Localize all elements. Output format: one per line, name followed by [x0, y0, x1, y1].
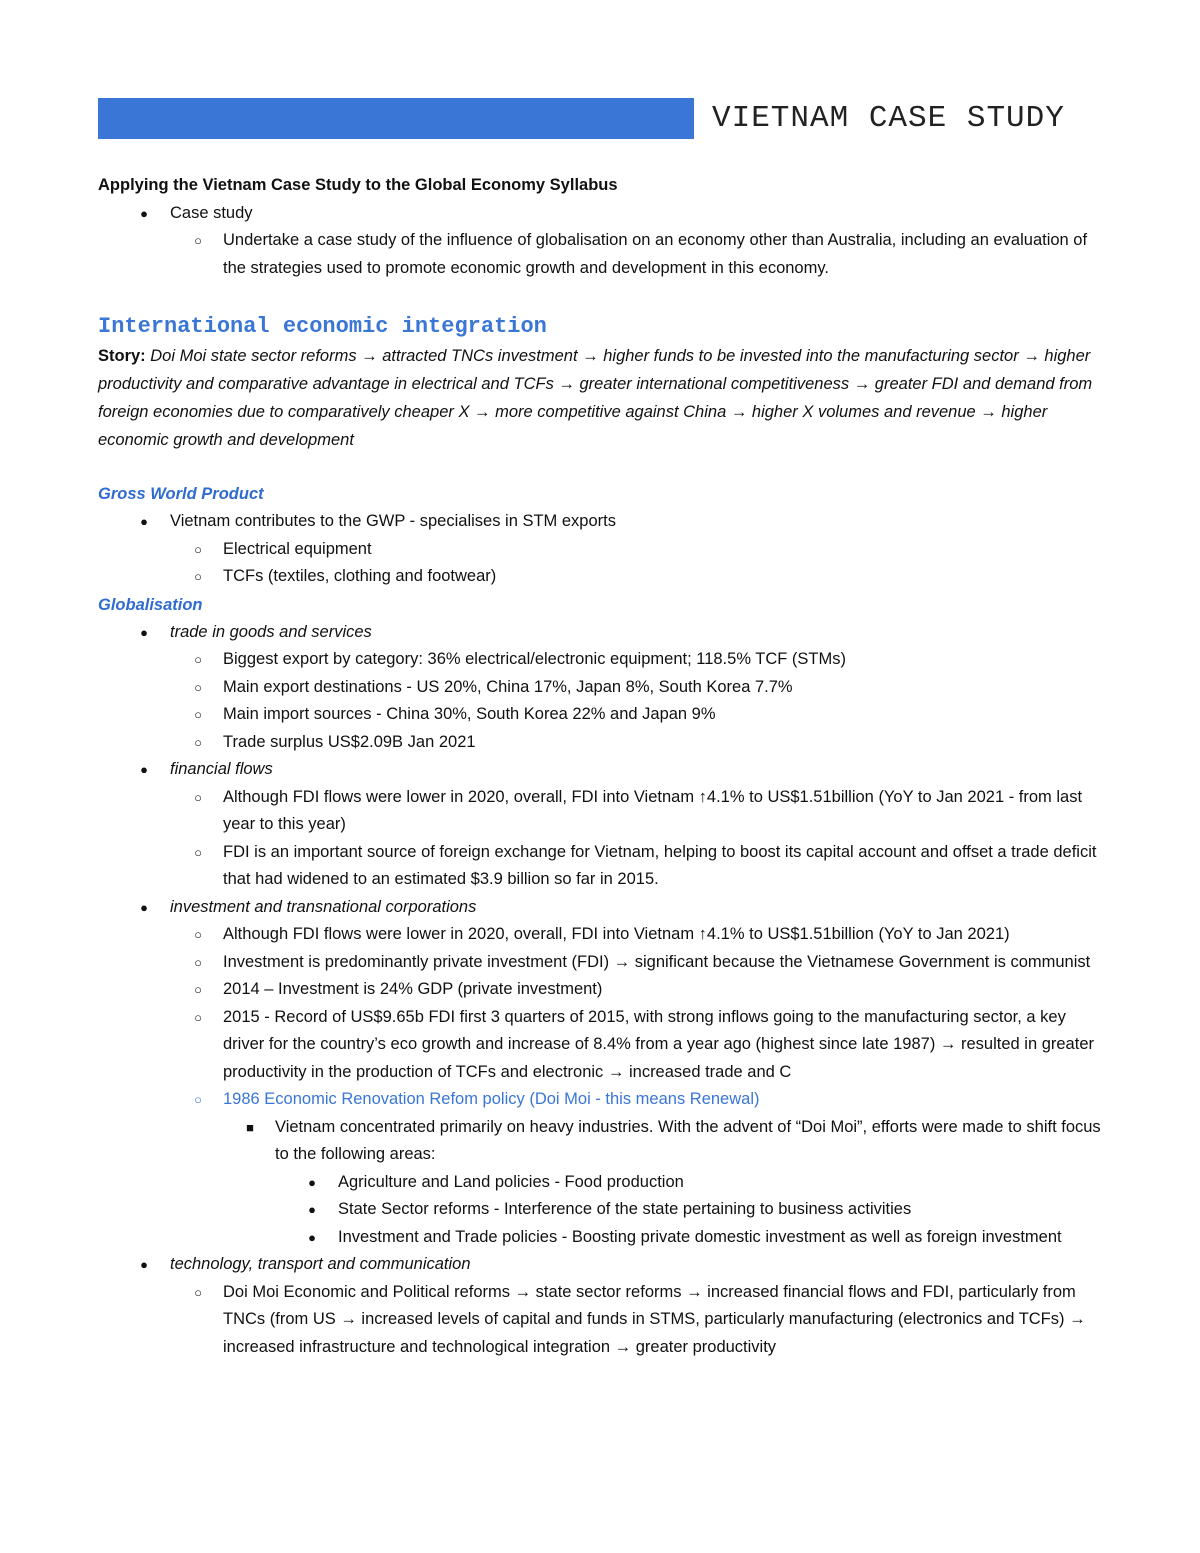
bullet-icon: ●: [140, 1257, 148, 1272]
circle-bullet-icon: ○: [194, 541, 202, 557]
subheading-globalisation: Globalisation: [98, 595, 203, 614]
list-item: ○ FDI is an important source of foreign exchange for Vietnam, helping to boost its capital account and offset a trade deficit that had widened to an estimated $3.9 billion so far in 2015.: [98, 839, 1102, 894]
bullet-icon: ●: [308, 1202, 316, 1217]
list-item: ● Vietnam contributes to the GWP - specialises in STM exports: [98, 508, 1102, 536]
list-item: ● investment and transnational corporations: [98, 894, 1102, 922]
header-bar: [98, 98, 694, 139]
square-bullet-icon: ■: [246, 1119, 254, 1135]
bullet-icon: ●: [140, 624, 148, 640]
list-item: ○ Main import sources - China 30%, South Korea 22% and Japan 9%: [98, 701, 1102, 729]
list-item: ● financial flows: [98, 756, 1102, 784]
circle-bullet-icon: ○: [194, 982, 202, 997]
list-item: ● trade in goods and services: [98, 619, 1102, 647]
list-item: ○ Undertake a case study of the influence of globalisation on an economy other than Australia, including an evaluation of the strategies used to promote economic growth and development in this economy.: [98, 227, 1102, 282]
list-item: ○ 2014 – Investment is 24% GDP (private investment): [98, 976, 1102, 1004]
section-heading: International economic integration: [98, 314, 547, 339]
circle-bullet-icon: ○: [194, 954, 202, 970]
circle-bullet-icon: ○: [194, 1284, 202, 1300]
bullet-icon: ●: [308, 1229, 316, 1245]
document-body: [98, 172, 1102, 1361]
list-item: ● Agriculture and Land policies - Food production: [98, 1169, 1102, 1197]
circle-bullet-icon: ○: [194, 707, 202, 722]
document-title: VIETNAM CASE STUDY: [712, 101, 1065, 136]
list-item: ○ Main export destinations - US 20%, China 17%, Japan 8%, South Korea 7.7%: [98, 674, 1102, 702]
list-item: ○ Trade surplus US$2.09B Jan 2021: [98, 729, 1102, 757]
circle-bullet-icon: ○: [194, 679, 202, 695]
list-item: ○ TCFs (textiles, clothing and footwear): [98, 563, 1102, 591]
list-item: ● Investment and Trade policies - Boosting private domestic investment as well as foreign investment: [98, 1224, 1102, 1252]
subheading-gwp: Gross World Product: [98, 485, 264, 503]
gwp-list: [98, 508, 1102, 591]
bullet-icon: ●: [140, 205, 148, 221]
syllabus-title: Applying the Vietnam Case Study to the Global Economy Syllabus: [98, 176, 618, 194]
list-item: ○ Electrical equipment: [98, 536, 1102, 564]
list-item: ○ 2015 - Record of US$9.65b FDI first 3 quarters of 2015, with strong inflows going to the manufacturing sector, a key driver for the country’s eco growth and increase of 8.4% from a year ago (highest since late 1987) → resulted in greater productivity in the production of TCFs and electronic → increased trade and C: [98, 1004, 1102, 1087]
bullet-icon: ●: [308, 1174, 316, 1190]
circle-bullet-icon: ○: [194, 844, 202, 860]
circle-bullet-icon: ○: [194, 927, 202, 942]
circle-bullet-icon: ○: [194, 233, 202, 248]
bullet-icon: ●: [140, 514, 148, 529]
list-item: ● Case study: [98, 200, 1102, 228]
list-item: ○ Investment is predominantly private investment (FDI) → significant because the Vietnamese Government is communist: [98, 949, 1102, 977]
bullet-icon: ●: [140, 899, 148, 915]
circle-bullet-icon: ○: [194, 569, 202, 584]
circle-bullet-icon: ○: [194, 652, 202, 667]
globalisation-list: [98, 619, 1102, 1362]
circle-bullet-icon: ○: [194, 1009, 202, 1025]
circle-bullet-icon: ○: [194, 1092, 202, 1107]
story-paragraph: Story: Doi Moi state sector reforms → attracted TNCs investment → higher funds to be invested into the manufacturing sector → higher productivity and comparative advantage in electrical and TCFs → greater international competitiveness → greater FDI and demand from foreign economies due to comparatively cheaper X → more competitive against China → higher X volumes and revenue → higher economic growth and development: [98, 347, 1093, 449]
list-item: ● State Sector reforms - Interference of the state pertaining to business activities: [98, 1196, 1102, 1224]
list-item: ● technology, transport and communication: [98, 1251, 1102, 1279]
syllabus-list: [98, 200, 1102, 283]
circle-bullet-icon: ○: [194, 789, 202, 805]
list-item: ○ 1986 Economic Renovation Refom policy (Doi Moi - this means Renewal): [98, 1086, 1102, 1114]
bullet-icon: ●: [140, 762, 148, 777]
list-item: ○ Doi Moi Economic and Political reforms → state sector reforms → increased financial flows and FDI, particularly from TNCs (from US → increased levels of capital and funds in STMS, particularly manufacturing (electronics and TCFs) → increased infrastructure and technological integration → greater productivity: [98, 1279, 1102, 1362]
list-item: ○ Although FDI flows were lower in 2020, overall, FDI into Vietnam ↑4.1% to US$1.51billion (YoY to Jan 2021 - from last year to this year): [98, 784, 1102, 839]
circle-bullet-icon: ○: [194, 734, 202, 750]
list-item: ○ Biggest export by category: 36% electrical/electronic equipment; 118.5% TCF (STMs): [98, 646, 1102, 674]
list-item: ■ Vietnam concentrated primarily on heavy industries. With the advent of “Doi Moi”, efforts were made to shift focus to the following areas:: [98, 1114, 1102, 1169]
list-item: ○ Although FDI flows were lower in 2020, overall, FDI into Vietnam ↑4.1% to US$1.51billion (YoY to Jan 2021): [98, 921, 1102, 949]
